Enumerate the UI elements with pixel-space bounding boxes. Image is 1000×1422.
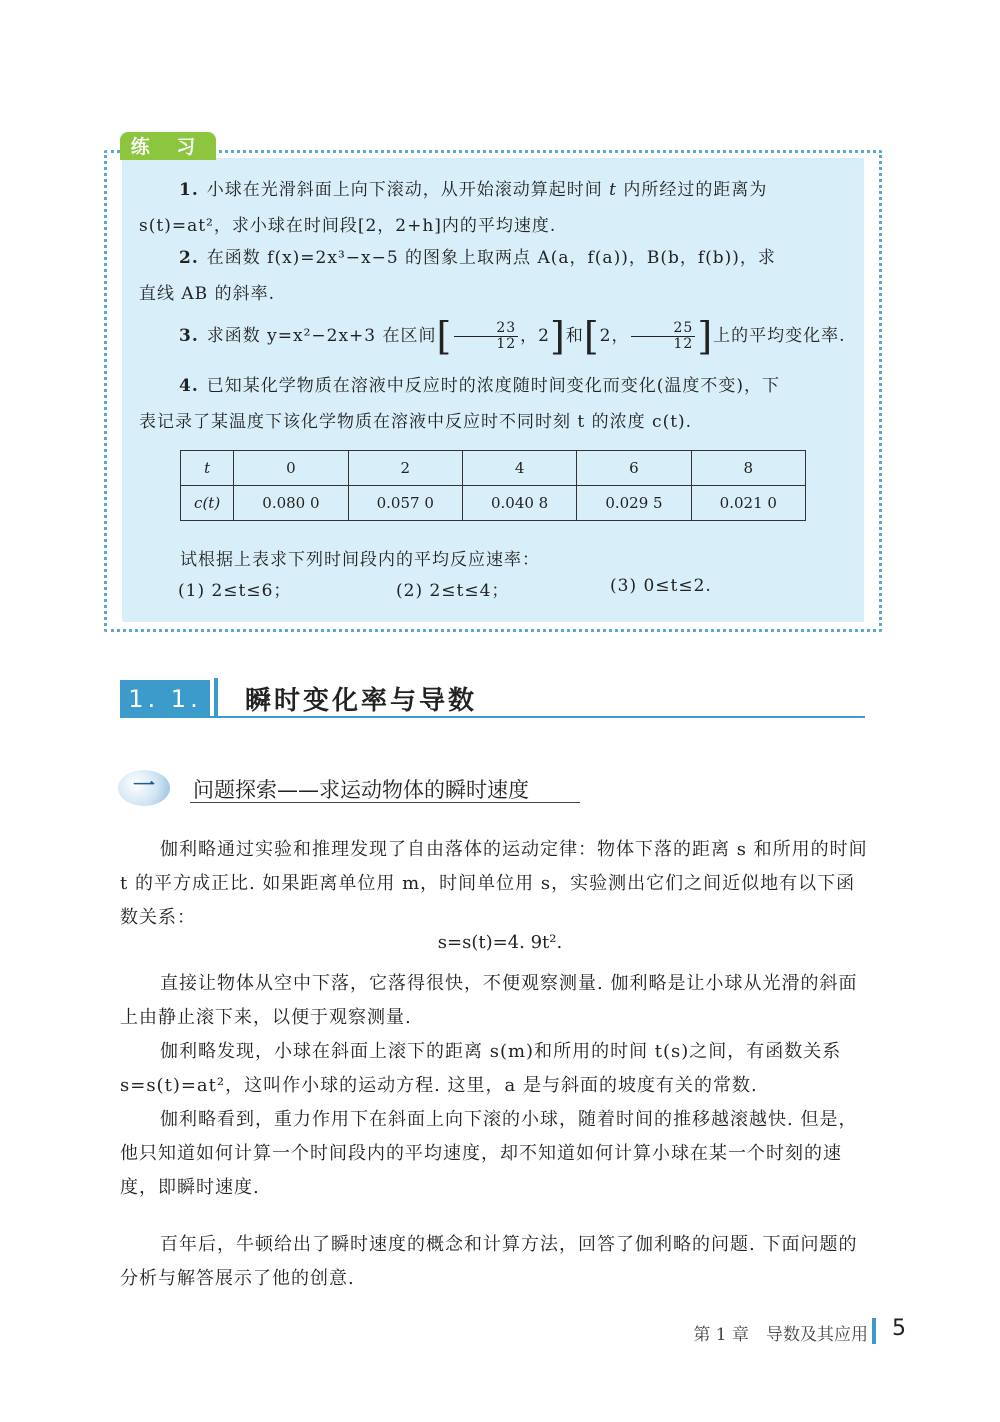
section-number: 1. 1. 2 xyxy=(120,680,210,716)
subsection-rule xyxy=(190,802,580,803)
table-cell: 0.057 0 xyxy=(348,486,462,521)
table-cell: 4 xyxy=(462,451,576,486)
subsection-badge: 一 xyxy=(118,770,170,806)
body-paragraph-3: 伽利略发现，小球在斜面上滚下的距离 s(m)和所用的时间 t(s)之间，有函数关系 s=s(t)=at²，这叫作小球的运动方程. 这里，a 是与斜面的坡度有关的常数. xyxy=(120,1041,842,1096)
motion-formula: s=s(t)=4. 9t². xyxy=(437,932,563,953)
option-2: (2) 2≤t≤4； xyxy=(396,581,510,601)
body-paragraph-4: 伽利略看到，重力作用下在斜面上向下滚的小球，随着时间的推移越滚越快. 但是，他只知道如何计算一个时间段内的平均速度，却不知道如何计算小球在某一个时刻的速度，即瞬时速度. xyxy=(120,1109,858,1198)
table-cell: c(t) xyxy=(181,486,234,521)
section-title: 瞬时变化率与导数 xyxy=(245,686,478,716)
exercise-q3: 3. 求函数 y=x²−2x+3 在区间[ $\frac{23}{12}$ ，2]和[2， $\frac{25}{12}$ ]上的平均变化率. xyxy=(179,314,846,359)
table-cell: 6 xyxy=(577,451,691,486)
table-cell: 0.080 0 xyxy=(234,486,348,521)
body-paragraph-2: 直接让物体从空中下落，它落得很快，不便观察测量. 伽利略是让小球从光滑的斜面上由静止滚下来，以便于观察测量. xyxy=(120,973,858,1028)
table-row xyxy=(181,486,806,521)
footer-chapter: 第 1 章 导数及其应用 xyxy=(693,1325,868,1345)
table-cell: 8 xyxy=(691,451,805,486)
table-cell: t xyxy=(181,451,234,486)
option-3: (3) 0≤t≤2. xyxy=(610,576,712,596)
table-cell: 2 xyxy=(348,451,462,486)
body-paragraph-5: 百年后，牛顿给出了瞬时速度的概念和计算方法，回答了伽利略的问题. 下面问题的分析与解答展示了他的创意. xyxy=(120,1234,858,1289)
table-cell: 0.021 0 xyxy=(691,486,805,521)
table-cell: 0.029 5 xyxy=(577,486,691,521)
concentration-table xyxy=(180,450,806,521)
body-paragraph-1: 伽利略通过实验和推理发现了自由落体的运动定律：物体下落的距离 s 和所用的时间 t 的平方成正比. 如果距离单位用 m，时间单位用 s，实验测出它们之间近似地有以下函数关系： xyxy=(120,839,868,928)
table-cell: 0.040 8 xyxy=(462,486,576,521)
option-1: (1) 2≤t≤6； xyxy=(178,581,292,601)
exercise-q1: 1. 小球在光滑斜面上向下滚动，从开始滚动算起时间 t 内所经过的距离为 s(t)=at²，求小球在时间段[2，2+h]内的平均速度. xyxy=(139,180,768,236)
page-number: 5 xyxy=(892,1316,906,1341)
exercise-tab: 练 习 xyxy=(120,132,216,160)
exercise-q4: 4. 已知某化学物质在溶液中反应时的浓度随时间变化而变化(温度不变)，下 表记录了某温度下该化学物质在溶液中反应时不同时刻 t 的浓度 c(t). xyxy=(139,376,781,432)
footer-bar xyxy=(872,1318,876,1344)
exercise-ask: 试根据上表求下列时间段内的平均反应速率： xyxy=(180,550,540,570)
exercise-q2: 2. 在函数 f(x)=2x³−x−5 的图象上取两点 A(a，f(a))，B(b，f(b))，求 直线 AB 的斜率. xyxy=(139,248,776,304)
section-rule xyxy=(120,716,865,718)
section-separator xyxy=(214,678,218,718)
subsection-title: 问题探索——求运动物体的瞬时速度 xyxy=(193,778,529,802)
table-row xyxy=(181,451,806,486)
table-cell: 0 xyxy=(234,451,348,486)
